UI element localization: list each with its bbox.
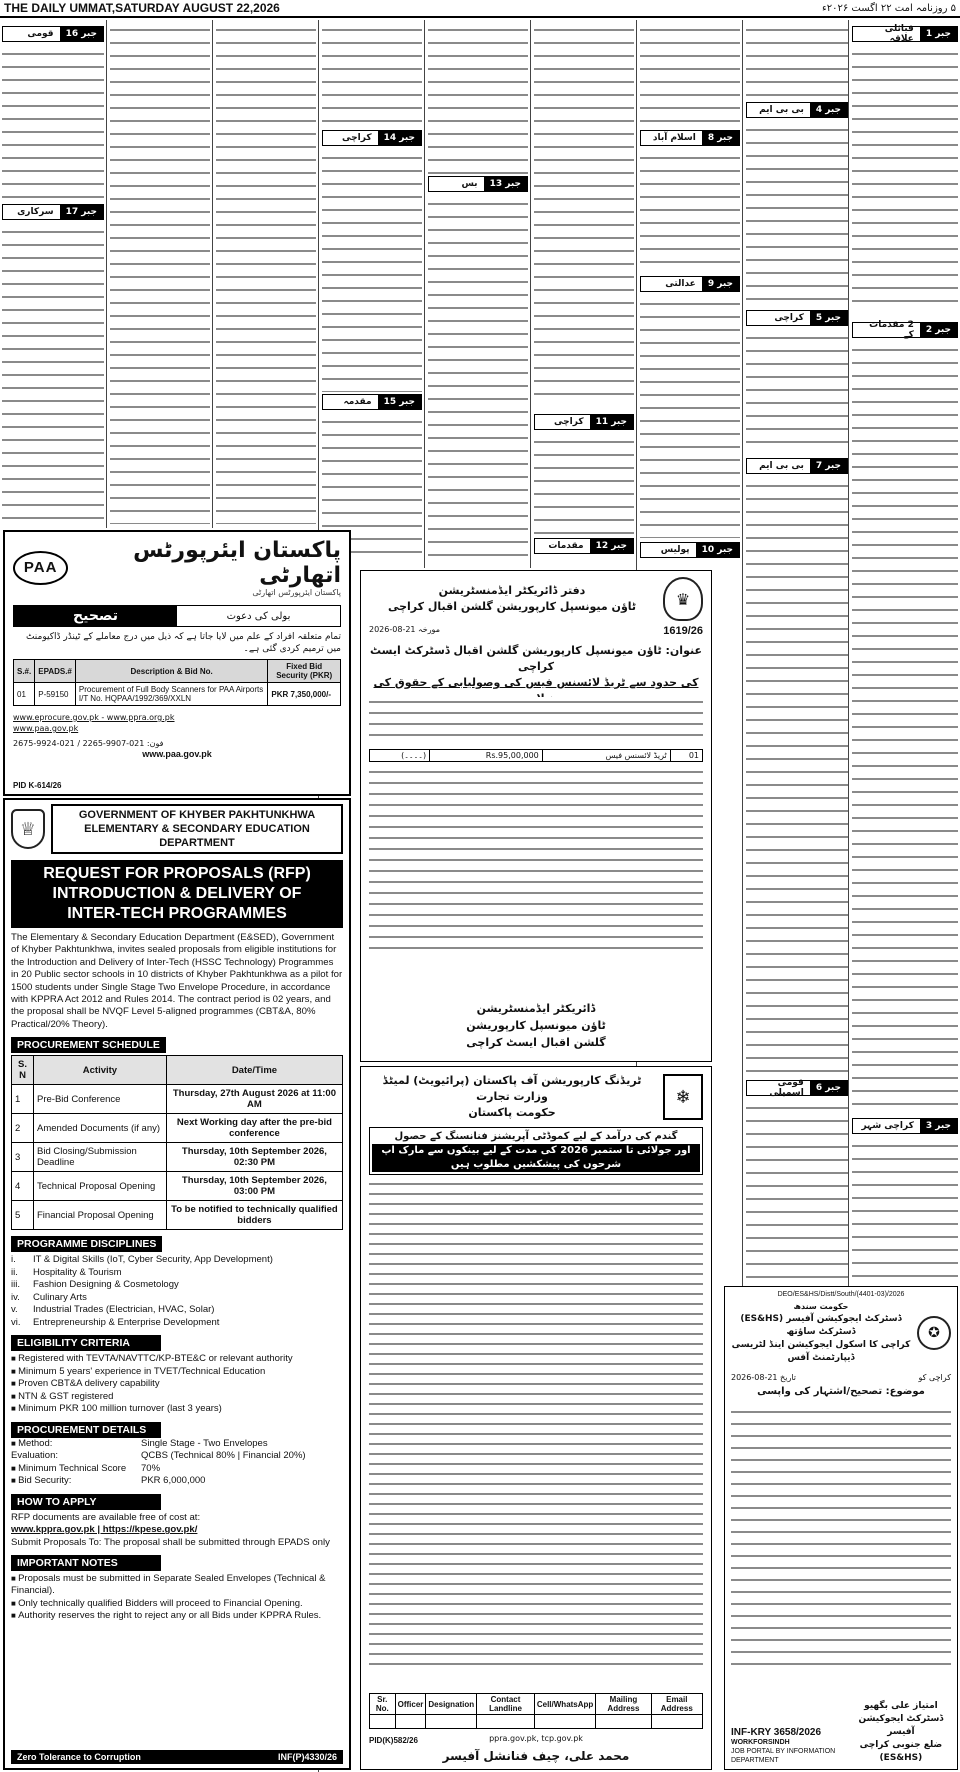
list-item: v. Industrial Trades (Electrician, HVAC, Solar) — [11, 1304, 215, 1316]
news-column-5 — [428, 24, 528, 568]
story-text — [640, 298, 740, 538]
kp-rfp-body: The Elementary & Secondary Education Department (E&SED), Government of Khyber Pakhtunkhwa, invites sealed proposals from eligible institutions for the Introduction and Delivery of Inter-Tech (HSSC Technology) Programmes in 20 Public sector schools in 10 districts of Khyber Pakhtunkhwa as a pilot for 1500 students under Single Stage Two Envelope Procedure, in accordance with KPPRA Act 2012 and Rules 2014. The contract period is 02 years, and the proposal shall be NVQF Level 5-aligned programmes (CBT&A, 80% Practical/20% Theory). — [11, 932, 343, 1030]
masthead — [0, 0, 960, 18]
kp-notes-list — [11, 1573, 343, 1623]
kp-seal-icon: ♕ — [11, 809, 45, 849]
list-item: i. IT & Digital Skills (IoT, Cyber Security, App Development) — [11, 1254, 273, 1266]
story-header: جبر 2 2 مقدمات کے — [852, 322, 958, 338]
story-text — [322, 152, 422, 392]
edu-heading-1: ڈسٹرکٹ ایجوکیشن آفیسر (ES&HS) ڈسٹرکٹ ساؤتھ — [740, 1314, 902, 1337]
story-text — [746, 332, 848, 452]
story-header: جبر 4 بی بی ایم — [746, 102, 848, 118]
tcp-terms-text — [369, 1179, 703, 1669]
edu-notice-text — [731, 1407, 951, 1667]
news-column-4 — [534, 24, 634, 568]
news-column-8 — [110, 24, 210, 528]
tmc-ref-no: 1619/26 — [663, 625, 703, 637]
paa-corrigendum-label: تصحیح — [14, 606, 177, 626]
kp-apply-submit: Submit Proposals To: The proposal shall be submitted through EPADS only — [11, 1536, 330, 1548]
news-column-3 — [640, 24, 740, 568]
tcp-contact-table: Sr. No. Officer Designation Contact Landline Cell/WhatsApp Mailing Address Email Address — [369, 1693, 703, 1729]
edu-info-block: INF-KRY 3658/2026 WORKFORSINDH JOB PORTAL BY INFORMATION DEPARTMENT — [731, 1727, 836, 1764]
story-text — [640, 24, 740, 124]
tcp-pid: PID(K)582/26 — [369, 1736, 418, 1745]
news-column-7 — [216, 24, 316, 528]
list-item: ii. Hospitality & Tourism — [11, 1266, 122, 1278]
column-rule — [424, 20, 425, 568]
story-text — [746, 1102, 848, 1282]
story-text — [640, 152, 740, 272]
tmc-auction-table — [369, 749, 703, 762]
story-text — [852, 344, 958, 1112]
column-rule — [742, 20, 743, 1290]
story-header: جبر 11 کراچی — [534, 414, 634, 430]
kp-rfp-title: REQUEST FOR PROPOSALS (RFP) INTRODUCTION & DELIVERY OF INTER-TECH PROGRAMMES — [11, 860, 343, 928]
story-text — [2, 48, 104, 198]
news-column-9 — [2, 24, 104, 528]
kp-details-title: PROCUREMENT DETAILS — [11, 1422, 161, 1438]
kp-detail-row: ■ Method: Single Stage - Two Envelopes — [11, 1438, 343, 1451]
tmc-notice-text — [369, 697, 703, 737]
kp-apply-text: RFP documents are available free of cost at: — [11, 1511, 201, 1523]
edu-date: تاریخ 21-08-2026 — [731, 1373, 796, 1382]
story-text — [746, 480, 848, 1080]
list-item: ■ Minimum 5 years' experience in TVET/Technical Education — [11, 1366, 343, 1379]
story-header: جبر 15 مقدمہ — [322, 394, 422, 410]
story-text — [428, 24, 528, 174]
paa-website[interactable]: www.paa.gov.pk — [142, 749, 212, 759]
table-row: 2 Amended Documents (if any) Next Working day after the pre-bid conference — [12, 1114, 343, 1143]
story-header: جبر 10 پولیس — [640, 542, 740, 558]
list-item: iii. Fashion Designing & Cosmetology — [11, 1279, 179, 1291]
kp-apply-links[interactable]: www.kppra.gov.pk | https://kpese.gov.pk/ — [11, 1524, 198, 1536]
tmc-terms-text — [369, 767, 703, 957]
story-text — [322, 24, 422, 124]
kp-disciplines-list — [11, 1254, 343, 1329]
tcp-logo-icon: ❄ — [663, 1074, 703, 1120]
news-column-2 — [746, 24, 848, 1284]
table-row: 5 Financial Proposal Opening To be notified to technically qualified bidders — [12, 1201, 343, 1230]
tcp-banner: گندم کی درآمد کے لیے کموڈٹی آپریشنز فنانسنگ کے حصول اور جولائی تا ستمبر 2026 کی مدت کے لیے بینکوں سے مارک اپ شرحوں کی پیشکشیں مطلوب ہیں — [369, 1127, 703, 1175]
edu-signature: امتیاز علی بگھیو ڈسٹرکٹ ایجوکیشن آفیسر ضلع جنوبی کراچی (ES&HS) — [858, 1701, 944, 1763]
story-header: جبر 6 قومی اسمبلی — [746, 1080, 848, 1096]
paa-links[interactable]: www.eprocure.gov.pk - www.ppra.org.pk — [13, 713, 175, 722]
paa-logo-icon: PAA — [13, 551, 68, 585]
tmc-date: مورخہ 21-08-2026 — [369, 625, 440, 634]
story-header: جبر 14 کراچی — [322, 130, 422, 146]
story-header: جبر 7 بی بی ایم — [746, 458, 848, 474]
edu-seal-icon: ✪ — [917, 1316, 951, 1350]
table-row — [370, 1715, 703, 1729]
kp-eligibility-title: ELIGIBILITY CRITERIA — [11, 1335, 161, 1351]
kp-apply-title: HOW TO APPLY — [11, 1494, 161, 1510]
edu-city: کراچی کو — [918, 1373, 951, 1382]
edu-subject: موضوع: تصحیح/اشتہار کی واپسی — [757, 1386, 925, 1397]
tmc-subject-1: عنوان: ٹاؤن میونسپل کارپوریشن گلشن اقبال ڈسٹرکٹ ایسٹ کراچی — [370, 644, 702, 673]
column-rule — [212, 20, 213, 528]
story-header: جبر 12 مقدمات — [534, 538, 634, 554]
column-rule — [530, 20, 531, 568]
story-text — [746, 24, 848, 96]
column-rule — [848, 20, 849, 1290]
paa-bid-table: S.#. EPADS.# Description & Bid No. Fixed Bid Security (PKR) 01 P-59150 Procurement of Full Body Scanners for PAA Airports I/T No. HQPAA/1992/369/XXLN PKR 7,350,000/- — [13, 659, 341, 706]
table-row: 01 ٹریڈ لائسنس فیس Rs.95,00,000 (۔۔۔۔) — [370, 750, 703, 762]
paa-corrigendum-ad — [3, 530, 351, 796]
tmc-office: دفتر ڈائریکٹر ایڈمنسٹریشن — [438, 584, 586, 597]
edu-corrigendum-ad — [724, 1286, 958, 1770]
kp-eligibility-list — [11, 1353, 343, 1416]
list-item: ■ Proposals must be submitted in Separate Sealed Envelopes (Technical & Financial). — [11, 1573, 343, 1598]
kp-schedule-title: PROCUREMENT SCHEDULE — [11, 1037, 166, 1053]
kp-detail-row: ■ Minimum Technical Score 70% — [11, 1463, 343, 1476]
list-item: iv. Culinary Arts — [11, 1291, 87, 1303]
paa-subtitle: پاکستان ایئرپورٹس اتھارٹی — [252, 588, 341, 597]
tcp-heading-3: حکومت پاکستان — [468, 1106, 556, 1119]
list-item: ■ Proven CBT&A delivery capability — [11, 1378, 343, 1391]
list-item: ■ Registered with TEVTA/NAVTTC/KP-BTE&C or relevant authority — [11, 1353, 343, 1366]
table-row: 4 Technical Proposal Opening Thursday, 10th September 2026, 03:00 PM — [12, 1172, 343, 1201]
kp-schedule-table: S. N Activity Date/Time 1 Pre-Bid Conference Thursday, 27th August 2026 at 11:00 AM 2 Amended Documents (if any) Next Working day after the pre-bid conference 3 Bid Closing/Submission Deadline Thursday, 10th September 2026, 02:30 PM 4 Technical Proposal Opening Thursday, 10th September 2026, 03:00 PM 5 Financial Proposal Opening To be notified to technically qualified bidders — [11, 1055, 343, 1230]
paa-bid-label: بولی کی دعوت — [226, 610, 291, 622]
column-rule — [106, 20, 107, 528]
paa-title: پاکستان ایئرپورٹس اتھارٹی — [133, 538, 341, 588]
story-text — [428, 198, 528, 558]
story-text — [852, 48, 958, 308]
paa-pid: PID K-614/26 — [13, 781, 62, 790]
list-item: ■ Only technically qualified Bidders will proceed to Financial Opening. — [11, 1598, 343, 1611]
edu-gov: حکومت سندھ — [793, 1302, 849, 1311]
list-item: ■ Minimum PKR 100 million turnover (last 3 years) — [11, 1403, 343, 1416]
kp-disciplines-title: PROGRAMME DISCIPLINES — [11, 1236, 162, 1252]
tmc-corporation: ٹاؤن میونسپل کارپوریشن گلشن اقبال کراچی — [387, 600, 637, 613]
story-text — [110, 24, 210, 524]
edu-heading-2: کراچی کا اسکول ایجوکیشن اینڈ لٹریسی ڈیپارٹمنٹ آفس — [731, 1340, 911, 1363]
tcp-links[interactable]: ppra.gov.pk, tcp.gov.pk — [489, 1734, 583, 1743]
tmc-auction-ad — [360, 570, 712, 1062]
kp-gov-header: GOVERNMENT OF KHYBER PAKHTUNKHWA ELEMENTARY & SECONDARY EDUCATION DEPARTMENT — [51, 804, 343, 854]
tcp-heading-2: وزارت تجارت — [476, 1090, 548, 1103]
story-header: جبر 17 سرکاری — [2, 204, 104, 220]
paa-intro: تمام متعلقہ افراد کے علم میں لایا جاتا ہے کہ ذیل میں درج معاملے کے ٹینڈر ڈاکیومنٹ میں ترمیم کردی گئی ہے۔ — [25, 632, 341, 654]
masthead-urdu-date: ۵ روزنامہ امت ۲۲ اگست ۲۰۲۶ء — [822, 2, 956, 14]
list-item: ■ NTN & GST registered — [11, 1391, 343, 1404]
story-header: جبر 5 کراچی — [746, 310, 848, 326]
tcp-tender-ad — [360, 1066, 712, 1770]
tcp-heading-1: ٹریڈنگ کارپوریشن آف پاکستان (پرائیویٹ) لمیٹڈ — [382, 1074, 642, 1087]
story-text — [2, 226, 104, 526]
story-header: جبر 13 بس — [428, 176, 528, 192]
tmc-subject-2: کی حدود سے ٹریڈ لائسنس فیس کی وصولیابی کے حقوق کی — [373, 676, 699, 689]
news-column-6 — [322, 24, 422, 568]
edu-ref: DEO/ES&HS/Distt/South/(4401-03)/2026 — [777, 1291, 905, 1298]
tcp-signature: محمد علی، چیف فنانشل آفیسر — [442, 1749, 630, 1763]
story-header: جبر 16 قومی — [2, 26, 104, 42]
story-text — [534, 24, 634, 404]
tmc-crest-icon: ♛ — [663, 577, 703, 621]
story-text — [746, 124, 848, 304]
kp-footer: Zero Tolerance to Corruption INF(P)4330/26 — [11, 1750, 343, 1764]
tmc-signature: ڈائریکٹر ایڈمنسٹریشن ٹاؤن میونسپل کارپوریشن گلشن اقبال ایسٹ کراچی — [466, 1002, 606, 1049]
story-header: جبر 3 کراچی شہر — [852, 1118, 958, 1134]
list-item: ■ Authority reserves the right to reject any or all Bids under KPPRA Rules. — [11, 1610, 343, 1623]
kp-notes-title: IMPORTANT NOTES — [11, 1555, 161, 1571]
kp-detail-row: Evaluation: QCBS (Technical 80% | Financial 20%) — [11, 1450, 306, 1462]
story-header: جبر 1 قبائلی علاقہ — [852, 26, 958, 42]
paa-contact: فون: 021-9907-2265 / 021-9924-2675 — [13, 739, 164, 748]
story-header: جبر 9 عدالتی — [640, 276, 740, 292]
story-text — [534, 436, 634, 536]
story-text — [216, 24, 316, 524]
news-column-1 — [852, 24, 958, 1284]
table-row: 1 Pre-Bid Conference Thursday, 27th August 2026 at 11:00 AM — [12, 1085, 343, 1114]
table-row: 3 Bid Closing/Submission Deadline Thursday, 10th September 2026, 02:30 PM — [12, 1143, 343, 1172]
story-text — [852, 1140, 958, 1280]
paa-link-site[interactable]: www.paa.gov.pk — [13, 724, 79, 733]
story-header: جبر 8 اسلام آباد — [640, 130, 740, 146]
kp-detail-row: ■ Bid Security: PKR 6,000,000 — [11, 1475, 343, 1488]
kp-rfp-ad — [3, 798, 351, 1770]
list-item: vi. Entrepreneurship & Enterprise Development — [11, 1316, 220, 1328]
masthead-title: THE DAILY UMMAT,SATURDAY AUGUST 22,2026 — [4, 1, 280, 15]
